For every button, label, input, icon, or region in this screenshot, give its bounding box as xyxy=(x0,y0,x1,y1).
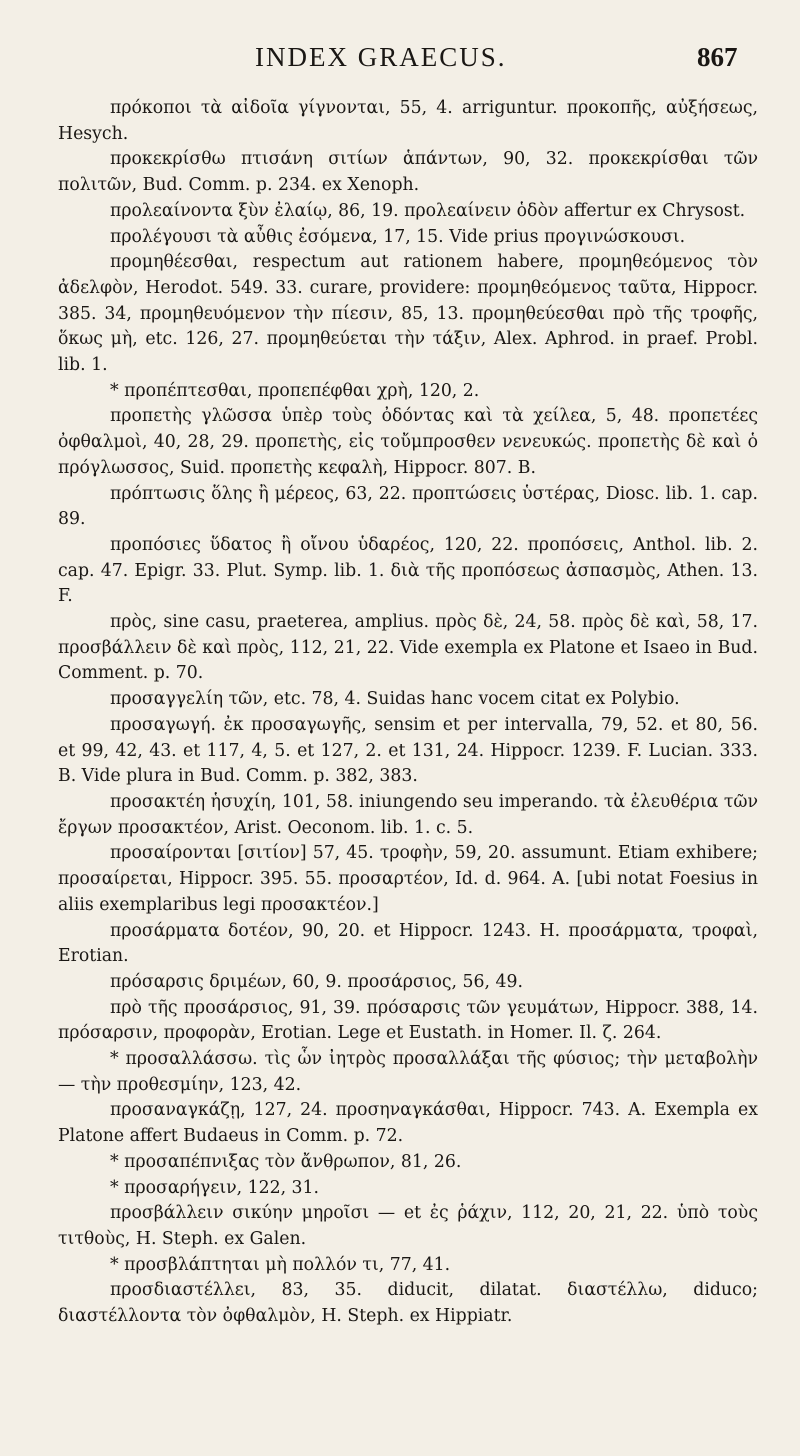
index-entry: προπόσιες ὕδατος ἢ οἴνου ὑδαρέος, 120, 22. προπόσεις, Anthol. lib. 2. cap. 47. Epigr. 33. Plut. Symp. lib. 1. διὰ τῆς προπόσεως ἀσπασμὸς, Athen. 13. F. xyxy=(58,534,758,607)
index-entry: πρόπτωσις ὅλης ἢ μέρεος, 63, 22. προπτώσεις ὑστέρας, Diosc. lib. 1. cap. 89. xyxy=(58,483,758,530)
index-entry: προσαίρονται [σιτίον] 57, 45. τροφὴν, 59, 20. assumunt. Etiam exhibere; προσαίρεται, Hippocr. 395. 55. προσαρτέον, Id. d. 964. A. [ubi notat Foesius in aliis exemplaribus legi προσακτέον.] xyxy=(58,843,758,915)
index-entry: * προσαλλάσσω. τὶς ὧν ἰητρὸς προσαλλάξαι τῆς φύσιος; τὴν μεταβολὴν — τὴν προθεσμίην, 123, 42. xyxy=(58,1049,758,1095)
running-title: INDEX GRAECUS. xyxy=(255,42,507,72)
index-entry: προσαγγελίη τῶν, etc. 78, 4. Suidas hanc vocem citat ex Polybio. xyxy=(110,689,680,710)
index-entry: * προπέπτεσθαι, προπεπέφθαι χρὴ, 120, 2. xyxy=(110,380,480,401)
index-entry: προσαναγκάζῃ, 127, 24. προσηναγκάσθαι, Hippocr. 743. A. Exempla ex Platone affert Budaeus in Comm. p. 72. xyxy=(58,1100,758,1147)
page-header xyxy=(0,42,800,82)
index-entries xyxy=(58,96,758,1330)
index-entry: προσβάλλειν σικύην μηροῖσι — et ἐς ῥάχιν, 112, 20, 21, 22. ὑπὸ τοὺς τιτθοὺς, H. Steph. ex Galen. xyxy=(58,1203,758,1249)
index-entry: προλέγουσι τὰ αὖθις ἐσόμενα, 17, 15. Vide prius προγινώσκουσι. xyxy=(110,226,686,247)
index-entry: προσακτέη ἡσυχίη, 101, 58. iniungendo seu imperando. τὰ ἐλευθέρια τῶν ἔργων προσακτέον, Arist. Oeconom. lib. 1. c. 5. xyxy=(58,791,758,838)
index-entry: προσδιαστέλλει, 83, 35. diducit, dilatat. διαστέλλω, diduco; διαστέλλοντα τὸν ὀφθαλμὸν, H. Steph. ex Hippiatr. xyxy=(58,1280,758,1327)
index-entry: πρὸς, sine casu, praeterea, amplius. πρὸς δὲ, 24, 58. πρὸς δὲ καὶ, 58, 17. προσβάλλειν δὲ καὶ πρὸς, 112, 21, 22. Vide exempla ex Platone et Isaeo in Bud. Comment. p. 70. xyxy=(58,612,758,684)
index-entry: πρὸ τῆς προσάρσιος, 91, 39. πρόσαρσις τῶν γευμάτων, Hippocr. 388, 14. πρόσαρσιν, προφορὰν, Erotian. Lege et Eustath. in Homer. Il. ζ. 264. xyxy=(58,997,758,1044)
index-entry: προσάρματα δοτέον, 90, 20. et Hippocr. 1243. H. προσάρματα, τροφαὶ, Erotian. xyxy=(58,920,758,967)
index-entry: προλεαίνοντα ξὺν ἐλαίῳ, 86, 19. προλεαίνειν ὁδὸν affertur ex Chrysost. xyxy=(110,200,746,221)
page-number: 867 xyxy=(697,42,738,72)
index-entry: * προσαπέπνιξας τὸν ἄνθρωπον, 81, 26. xyxy=(110,1151,462,1172)
index-entry: * προσαρήγειν, 122, 31. xyxy=(110,1177,320,1198)
index-entry: προμηθέεσθαι, respectum aut rationem habere, προμηθεόμενος τὸν ἀδελφὸν, Herodot. 549. 33. curare, providere: προμηθεόμενος ταῦτα, Hippocr. 385. 34, προμηθευόμενον τὴν πίεσιν, 85, 13. προμηθεύεσθαι πρὸ τῆς τροφῆς, ὅκως μὴ, etc. 126, 27. προμηθεύεται τὴν τάξιν, Alex. Aphrod. in praef. Probl. lib. 1. xyxy=(58,252,758,376)
index-entry: προπετὴς γλῶσσα ὑπὲρ τοὺς ὀδόντας καὶ τὰ χείλεα, 5, 48. προπετέες ὀφθαλμοὶ, 40, 28, 29. προπετὴς, εἰς τοὔμπροσθεν νενευκώς. προπετὴς δὲ καὶ ὁ πρόγλωσσος, Suid. προπετὴς κεφαλὴ, Hippocr. 807. B. xyxy=(58,406,758,478)
index-entry: πρόσαρσις δριμέων, 60, 9. προσάρσιος, 56, 49. xyxy=(110,971,524,992)
index-entry: * προσβλάπτηται μὴ πολλόν τι, 77, 41. xyxy=(110,1254,451,1275)
index-entry: προσαγωγή. ἐκ προσαγωγῆς, sensim et per intervalla, 79, 52. et 80, 56. et 99, 42, 43. et 117, 4, 5. et 127, 2. et 131, 24. Hippocr. 1239. F. Lucian. 333. B. Vide plura in Bud. Comm. p. 382, 383. xyxy=(58,714,758,787)
index-entry: πρόκοποι τὰ αἰδοῖα γίγνονται, 55, 4. arriguntur. προκοπῆς, αὐξήσεως, Hesych. xyxy=(58,98,758,144)
index-entry: προκεκρίσθω πτισάνη σιτίων ἁπάντων, 90, 32. προκεκρίσθαι τῶν πολιτῶν, Bud. Comm. p. 234. ex Xenoph. xyxy=(58,149,758,196)
